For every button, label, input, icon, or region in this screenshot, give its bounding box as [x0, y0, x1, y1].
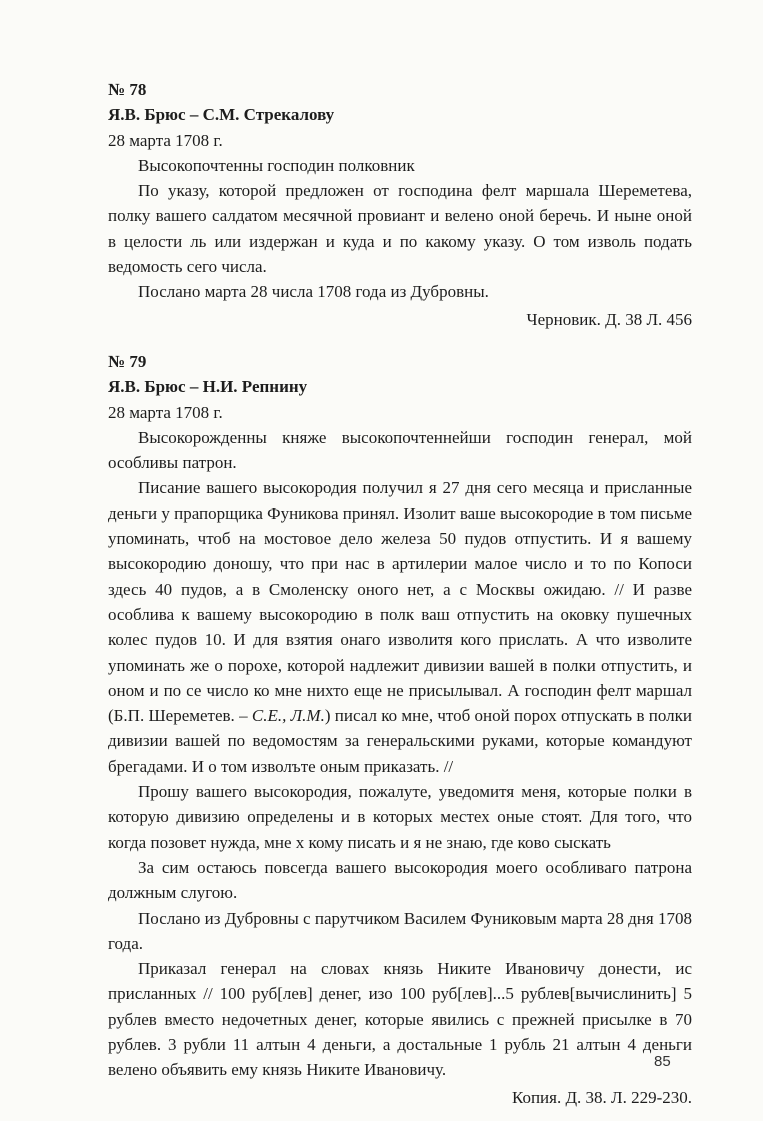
paragraph: Послано из Дубровны с парутчиком Василем Фуниковым марта 28 дня 1708 года. — [108, 908, 692, 953]
paragraph-text: Писание вашего высокородия получил я 27 дня сего месяца и присланные деньги у прапорщика Фуникова принял. Изолит ваше высокородие в том письме упоминать, чтоб на мостовое дело железа 50 пудов отпустить. И я вашему высокородию доношу, что при нас в артилерии малое число и то по Копоси здесь 40 пудов, а в Смоленску оного нет, а с Москвы ожидаю. // И разве особлива к вашему высокородию в полк ваш отпустить на оковку пушечных колес пудов 10. И для взятия онаго изволитя кого прислать. А что изволите упоминать же о порохе, которой надлежит дивизии вашей в полки отпустить, и оном и по се число ко мне нихто еще не присылывал. А господин фелт маршал (Б.П. Шереметев. – — [108, 478, 692, 726]
document-number: № 79 — [108, 351, 147, 371]
archival-source: Копия. Д. 38. Л. 229-230. — [511, 1087, 692, 1107]
document-number: № 78 — [108, 80, 147, 99]
archival-source: Черновик. Д. 38 Л. 456 — [526, 309, 692, 329]
paragraph-text: ) писал ко мне, чтоб оной порох отпускать в полки дивизии вашей по ведомостям за генеральскими руками, которые командуют брегадами. И о том изволъте оным приказать. // — [108, 706, 692, 776]
document-title: Я.В. Брюс – С.М. Стрекалову — [108, 105, 335, 125]
document-title: Я.В. Брюс – Н.И. Репнину — [108, 377, 308, 397]
paragraph: Послано марта 28 числа 1708 года из Дубровны. — [138, 282, 489, 302]
editor-initials: С.Е., Л.М. — [251, 706, 325, 726]
document-date: 28 марта 1708 г. — [108, 402, 223, 422]
page-number: 85 — [654, 1053, 671, 1070]
document-79 — [108, 349, 692, 1110]
section-gap — [108, 332, 692, 349]
salutation: Высокопочтенны господин полковник — [138, 155, 415, 175]
document-78 — [108, 77, 692, 332]
paragraph — [108, 475, 692, 779]
document-date: 28 марта 1708 г. — [108, 130, 223, 150]
paragraph: По указу, которой предложен от господина фелт маршала Шереметева, полку вашего салдатом месячной провиант и велено оной беречь. И ныне оной в целости ль или издержан и куда и по какому указу. О том изволь подать ведомость сего числа. — [108, 181, 692, 277]
paragraph: Прошу вашего высокородия, пожалуте, уведомитя меня, которые полки в которую дивизию определены и в которых местех оные стоят. Для того, что когда позовет нужда, мне х кому писать и я не знаю, где ково сыскать — [108, 782, 692, 852]
salutation: Высокорожденны княже высокопочтеннейши господин генерал, мой особливы патрон. — [108, 427, 692, 473]
paragraph: Приказал генерал на словах князь Никите Ивановичу донести, ис присланных // 100 руб[лев] денег, изо 100 руб[лев]...5 рублев[вычислинить] 5 рублев вместо недочетных денег, которые явились с прежней присылке в 70 рублев. 3 рубли 11 алтын 4 деньги, а достальные 1 рубль 21 алтын 4 деньги велено объявить ему князь Никите Ивановичу. — [108, 959, 692, 1080]
paragraph: За сим остаюсь повсегда вашего высокородия моего особливаго патрона должным слугою. — [108, 857, 692, 903]
page-content — [108, 77, 692, 1110]
